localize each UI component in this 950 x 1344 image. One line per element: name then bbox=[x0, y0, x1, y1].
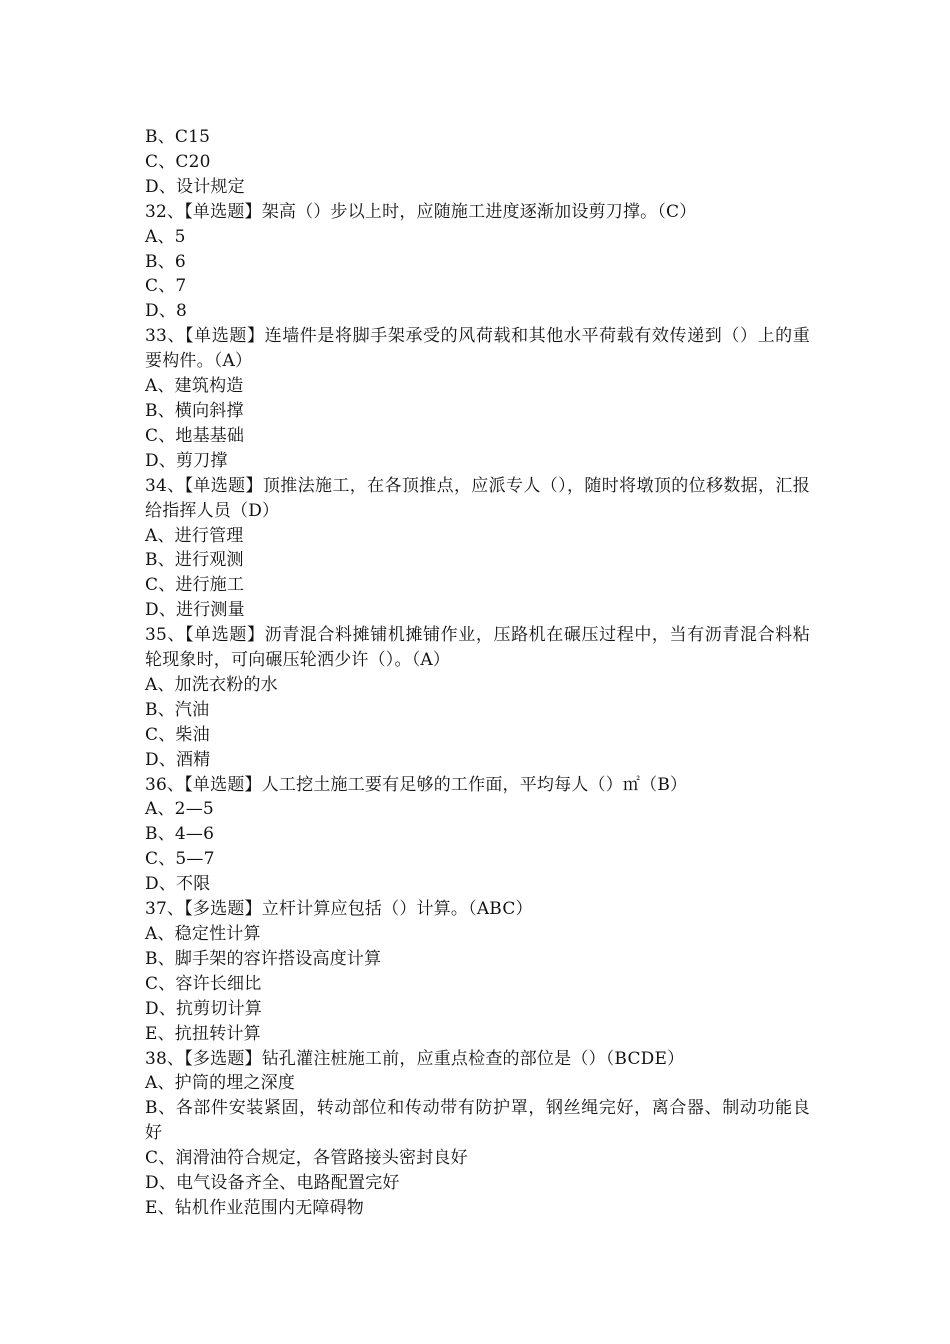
question-37: 37、【多选题】立杆计算应包括（）计算。（ABC） bbox=[145, 899, 533, 920]
option-line: D、进行测量 bbox=[145, 600, 245, 621]
option-line: D、设计规定 bbox=[145, 176, 245, 197]
option-line: A、2—5 bbox=[145, 799, 214, 820]
option-line: E、钻机作业范围内无障碍物 bbox=[145, 1197, 365, 1218]
option-line: A、护筒的埋之深度 bbox=[145, 1073, 296, 1094]
option-line: B、进行观测 bbox=[145, 550, 244, 571]
question-34: 34、【单选题】顶推法施工，在各顶推点，应派专人（），随时将墩顶的位移数据，汇报给指挥人员（D） bbox=[145, 475, 810, 521]
option-line: C、容许长细比 bbox=[145, 973, 262, 994]
option-line: D、酒精 bbox=[145, 749, 211, 770]
option-line: B、脚手架的容许搭设高度计算 bbox=[145, 948, 382, 969]
question-32: 32、【单选题】架高（）步以上时，应随施工进度逐渐加设剪刀撑。（C） bbox=[145, 201, 697, 222]
option-line: B、各部件安装紧固，转动部位和传动带有防护罩，钢丝绳完好，离合器、制动功能良好 bbox=[145, 1098, 810, 1144]
option-line: C、进行施工 bbox=[145, 575, 245, 596]
option-line: C、柴油 bbox=[145, 724, 210, 745]
option-line: B、汽油 bbox=[145, 699, 210, 720]
option-line: B、4—6 bbox=[145, 824, 215, 845]
option-line: D、抗剪切计算 bbox=[145, 998, 263, 1019]
document-page bbox=[145, 125, 810, 1221]
question-35: 35、【单选题】沥青混合料摊铺机摊铺作业，压路机在碾压过程中，当有沥青混合料粘轮现象时，可向碾压轮洒少许（）。（A） bbox=[145, 625, 810, 671]
option-line: C、地基基础 bbox=[145, 425, 245, 446]
option-line: B、C15 bbox=[145, 127, 211, 147]
option-line: A、进行管理 bbox=[145, 525, 244, 546]
option-line: A、建筑构造 bbox=[145, 376, 244, 397]
option-line: E、抗扭转计算 bbox=[145, 1023, 261, 1044]
option-line: D、剪刀撑 bbox=[145, 450, 228, 471]
option-line: B、横向斜撑 bbox=[145, 400, 244, 421]
question-33: 33、【单选题】连墙件是将脚手架承受的风荷载和其他水平荷载有效传递到（）上的重要构件。（A） bbox=[145, 326, 810, 372]
option-line: B、6 bbox=[145, 251, 186, 272]
question-36: 36、【单选题】人工挖土施工要有足够的工作面，平均每人（）㎡（B） bbox=[145, 774, 688, 795]
option-line: D、电气设备齐全、电路配置完好 bbox=[145, 1173, 400, 1194]
option-line: C、5—7 bbox=[145, 849, 215, 870]
question-38: 38、【多选题】钻孔灌注桩施工前，应重点检查的部位是（）（BCDE） bbox=[145, 1048, 685, 1069]
option-line: C、7 bbox=[145, 276, 187, 297]
option-line: D、不限 bbox=[145, 874, 211, 895]
option-line: A、稳定性计算 bbox=[145, 924, 261, 944]
option-line: A、5 bbox=[145, 226, 186, 247]
option-line: D、8 bbox=[145, 301, 188, 322]
option-line: C、润滑油符合规定，各管路接头密封良好 bbox=[145, 1148, 468, 1169]
option-line: C、C20 bbox=[145, 151, 211, 172]
option-line: A、加洗衣粉的水 bbox=[145, 674, 278, 695]
